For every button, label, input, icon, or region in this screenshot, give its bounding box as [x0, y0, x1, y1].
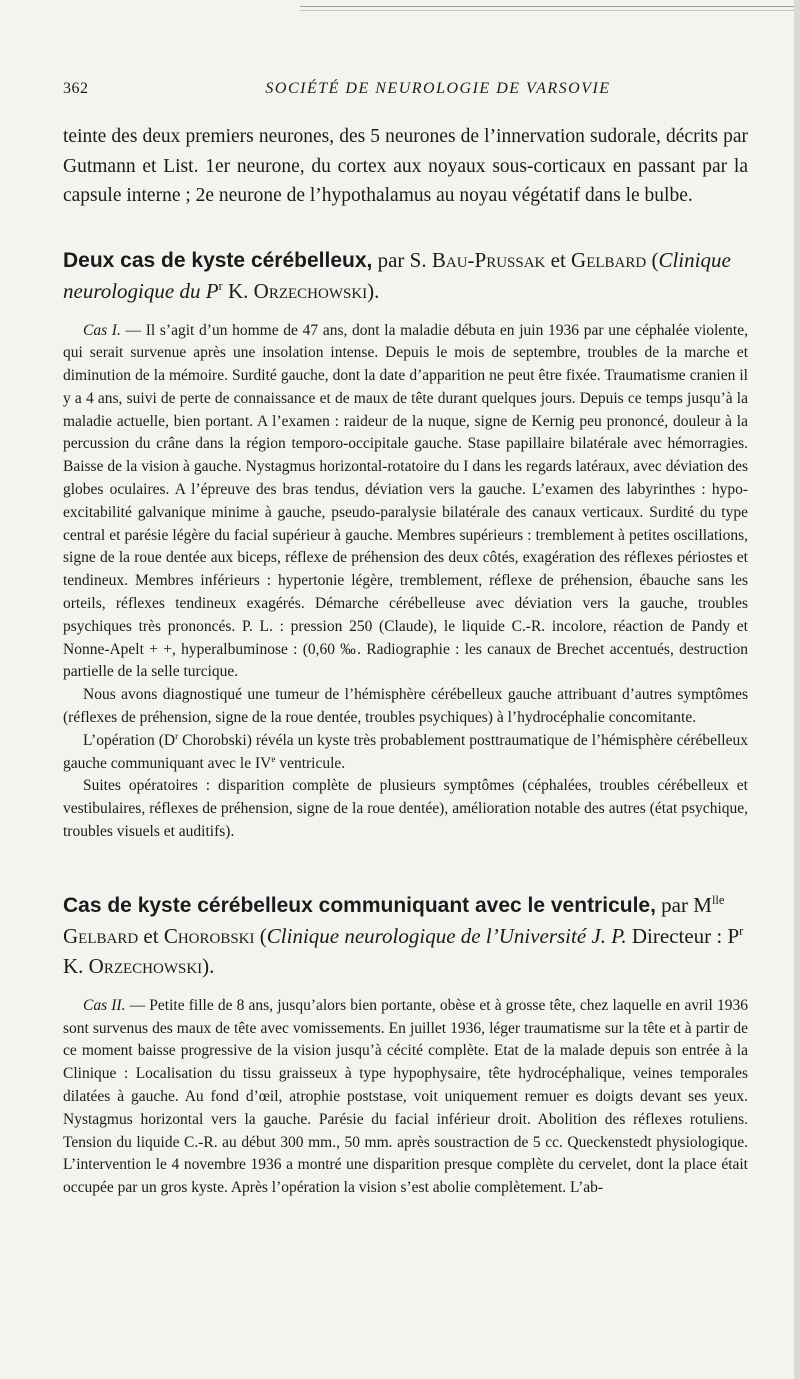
page-number: 362 — [63, 80, 89, 97]
article2-title: Cas de kyste cérébelleux communiquant avec le ventricule, par $M^{lle}$ Gelbard et Chorobski (Clinique neurologique de l’Université J. P. Directeur : $P^r$ K. Orzechowski). — [63, 892, 744, 978]
page-edge-shadow — [794, 0, 800, 1379]
running-title: SOCIÉTÉ DE NEUROLOGIE DE VARSOVIE — [265, 80, 611, 97]
article1-author1: Bau-Prussak — [431, 247, 546, 272]
operation-paragraph: L’opération ($D^r$ Chorobski) révéla un kyste très probablement posttraumatique de l’hémisphère cérébelleux gauche communiquant avec le IVe ventricule. — [63, 731, 748, 772]
page-header — [63, 80, 743, 110]
article2-author1: Gelbard — [63, 923, 139, 948]
case1-label: Cas I. — [83, 321, 121, 339]
postop-paragraph: Suites opératoires : disparition complète de plusieurs symptômes (céphalées, troubles cérébelleux et vestibulaires, réflexes de préhension, signe de la roue dentée), amélioration notable des autres (état psychique, troubles visuels et auditifs). — [63, 777, 748, 841]
intro-paragraph: teinte des deux premiers neurones, des 5 neurones de l’innervation sudorale, décrits par Gutmann et List. 1er neurone, du cortex aux noyaux sous-corticaux en passant par la capsule interne ; 2e neurone de l’hypothalamus au noyau végétatif dans le bulbe. — [63, 126, 748, 206]
top-rule — [300, 6, 800, 7]
article1-author2: Gelbard — [571, 247, 647, 272]
article1-director: Orzechowski — [253, 278, 368, 303]
article2-title-bold: Cas de kyste cérébelleux communiquant avec le ventricule, — [63, 893, 656, 917]
article2-director: Orzechowski — [88, 953, 203, 978]
case1-paragraph: Cas I. — Il s’agit d’un homme de 47 ans, dont la maladie débuta en juin 1936 par une céphalée violente, qui serait survenue après une insolation intense. Depuis le mois de septembre, troubles de la marche et diminution de la mémoire. Surdité gauche, dont la date d’apparition ne peut être fixée. Traumatisme cranien il y a 4 ans, suivi de perte de connaissance et de maux de tête durant quelques jours. Depuis ce temps jusqu’à la maladie actuelle, bien portant. A l’examen : raideur de la nuque, signe de Kernig peu prononcé, douleur à la percussion du crâne dans la région temporo-occipitale gauche. Stase papillaire bilatérale avec hémorragies. Baisse de la vision à gauche. Nystagmus horizontal-rotatoire du I dans les regards latéraux, avec déviation des globes oculaires. A l’épreuve des bras tendus, déviation vers la gauche. L’examen des labyrinthes : hypo-excitabilité galvanique minime à gauche, pseudo-paralysie bilatérale des canaux verticaux. Surdité du type central et parésie légère du facial supérieur à gauche. Membres supérieurs : tremblement à petites oscillations, signe de la roue dentée aux biceps, réflexe de préhension des deux côtés, exagération des réflexes périostes et tendineux. Membres inférieurs : hypertonie légère, tremblement, réflexe de préhension, ébauche sans les orteils, réflexes tendineux exagérés. Démarche cérébelleuse avec déviation vers la gauche, troubles psychiques très prononcés. P. L. : pression 250 (Claude), le liquide C.-R. incolore, réaction de Pandy et Nonne-Apelt + +, hyperalbuminose : (0,60 ‰. Radiographie : les canaux de Brechet accentués, destruction partielle de la selle turcique. — [63, 321, 748, 681]
diagnosis-paragraph: Nous avons diagnostiqué une tumeur de l’hémisphère cérébelleux gauche attribuant d’autres symptômes (réflexes de préhension, signe de la roue dentée, troubles psychiques) à l’hydrocéphalie concomitante. — [63, 686, 748, 727]
article1-clinic: Clinique neurologique du P — [63, 247, 731, 303]
article2-author2: Chorobski — [163, 923, 255, 948]
article2-clinic: Clinique neurologique de l’Université J. P. — [266, 923, 627, 948]
page-body — [63, 122, 748, 1200]
case2-paragraph: Cas II. — Petite fille de 8 ans, jusqu’alors bien portante, obèse et à grosse tête, chez laquelle en avril 1936 sont survenus des maux de tête avec vomissements. En juillet 1936, léger traumatisme sur la tête et à partir de ce moment baisse progressive de la vision jusqu’à cécité complète. Etat de la malade depuis son entrée à la Clinique : Localisation du tissu graisseux à type hypophysaire, tête hydrocéphalique, veines temporales dilatées à gauche. Au fond d’œil, atrophie poststase, voit uniquement remuer es doigts devant ses yeux. Nystagmus horizontal vers la gauche. Parésie du facial inférieur droit. Abolition des réflexes rotuliens. Tension du liquide C.-R. au début 300 mm., 50 mm. après soustraction de 5 cc. Queckenstedt physiologique. L’intervention le 4 novembre 1936 a montré une disparition presque complète du cervelet, dont la place était occupée par un gros kyste. Après l’opération la vision s’est abolie complètement. L’ab- — [63, 996, 748, 1197]
article1-title: Deux cas de kyste cérébelleux, par S. Bau-Prussak et Gelbard (Clinique neurologique du $P^r$ K. Orzechowski). — [63, 247, 731, 303]
case2-label: Cas II. — [83, 996, 126, 1014]
article1-title-bold: Deux cas de kyste cérébelleux, — [63, 248, 373, 272]
top-rule-secondary — [300, 10, 800, 11]
